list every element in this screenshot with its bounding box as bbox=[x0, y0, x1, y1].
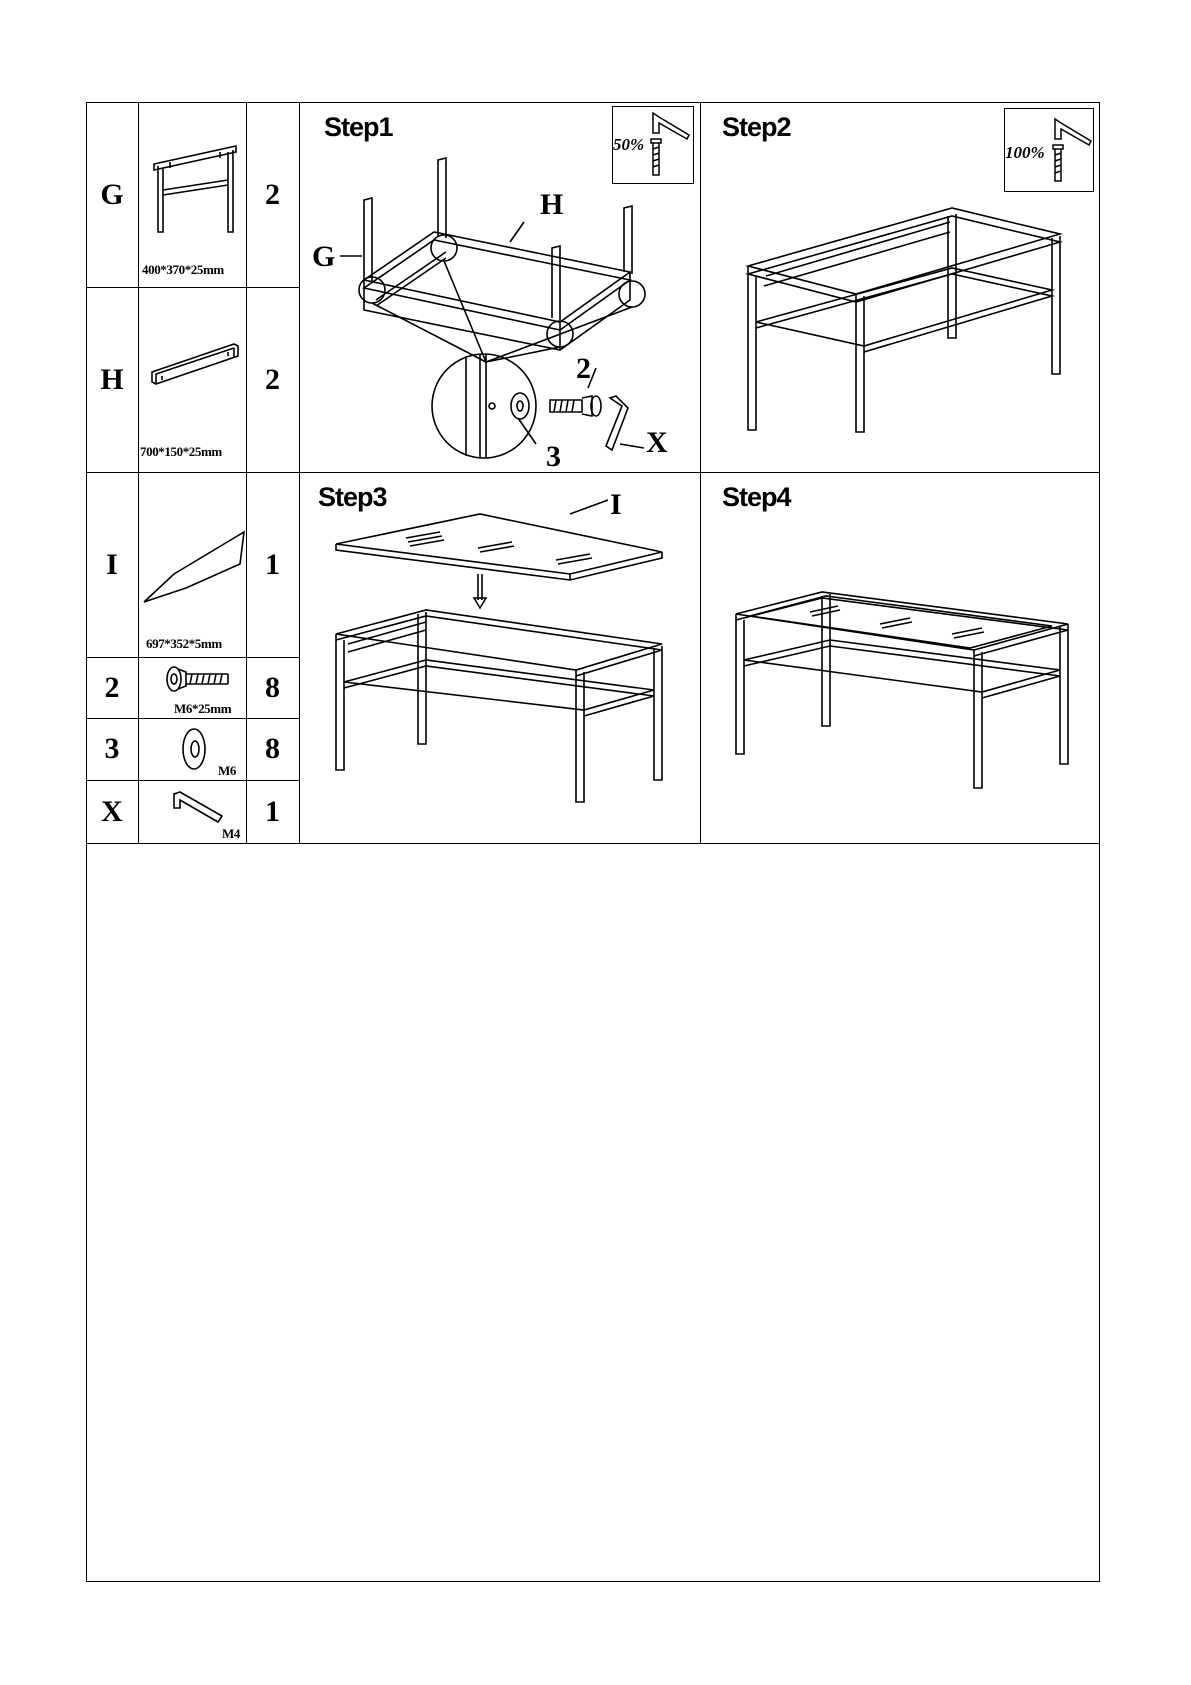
torque-value: 100% bbox=[1005, 143, 1045, 162]
part-dimension: M6 bbox=[218, 763, 236, 778]
step3-illustration bbox=[330, 500, 670, 810]
grid-line bbox=[86, 472, 1100, 473]
part-letter: H bbox=[100, 362, 124, 396]
grid-line bbox=[700, 102, 701, 844]
part-letter: X bbox=[101, 794, 123, 828]
part-callout: H bbox=[540, 188, 564, 221]
part-callout: G bbox=[312, 240, 336, 273]
step-title: Step2 bbox=[722, 112, 791, 142]
step-title: Step1 bbox=[324, 112, 393, 142]
allen-key-icon bbox=[1049, 117, 1093, 187]
part-quantity: 8 bbox=[265, 732, 280, 765]
part-quantity: 2 bbox=[265, 177, 280, 211]
part-dimension: 400*370*25mm bbox=[142, 262, 224, 277]
grid-line bbox=[138, 102, 139, 844]
part-dimension: M6*25mm bbox=[174, 701, 232, 716]
part-quantity: 2 bbox=[265, 362, 280, 396]
torque-value: 50% bbox=[613, 135, 645, 154]
leg-frame-icon bbox=[150, 140, 240, 240]
grid-line bbox=[86, 843, 1100, 844]
glass-top-icon bbox=[140, 528, 246, 608]
part-dimension: M4 bbox=[222, 826, 240, 841]
step-title: Step3 bbox=[318, 482, 387, 512]
part-callout: X bbox=[646, 426, 668, 459]
side-rail-icon bbox=[148, 340, 242, 390]
part-letter: 3 bbox=[104, 732, 120, 765]
part-dimension: 700*150*25mm bbox=[140, 444, 222, 459]
step4-illustration bbox=[730, 584, 1080, 794]
step1-illustration bbox=[300, 150, 700, 470]
bolt-icon bbox=[164, 664, 234, 698]
part-callout: 3 bbox=[546, 440, 561, 473]
washer-icon bbox=[180, 725, 210, 773]
part-letter: 2 bbox=[104, 670, 120, 704]
part-quantity: 1 bbox=[265, 547, 280, 581]
part-letter: G bbox=[100, 177, 124, 211]
part-letter: I bbox=[106, 547, 118, 581]
step2-illustration bbox=[740, 200, 1080, 440]
part-callout: I bbox=[610, 488, 622, 521]
step-title: Step4 bbox=[722, 482, 791, 512]
part-quantity: 8 bbox=[265, 670, 280, 704]
torque-box bbox=[1004, 108, 1094, 192]
part-quantity: 1 bbox=[265, 794, 280, 828]
part-callout: 2 bbox=[576, 352, 591, 385]
allen-key-icon bbox=[170, 790, 230, 830]
part-dimension: 697*352*5mm bbox=[146, 636, 222, 651]
